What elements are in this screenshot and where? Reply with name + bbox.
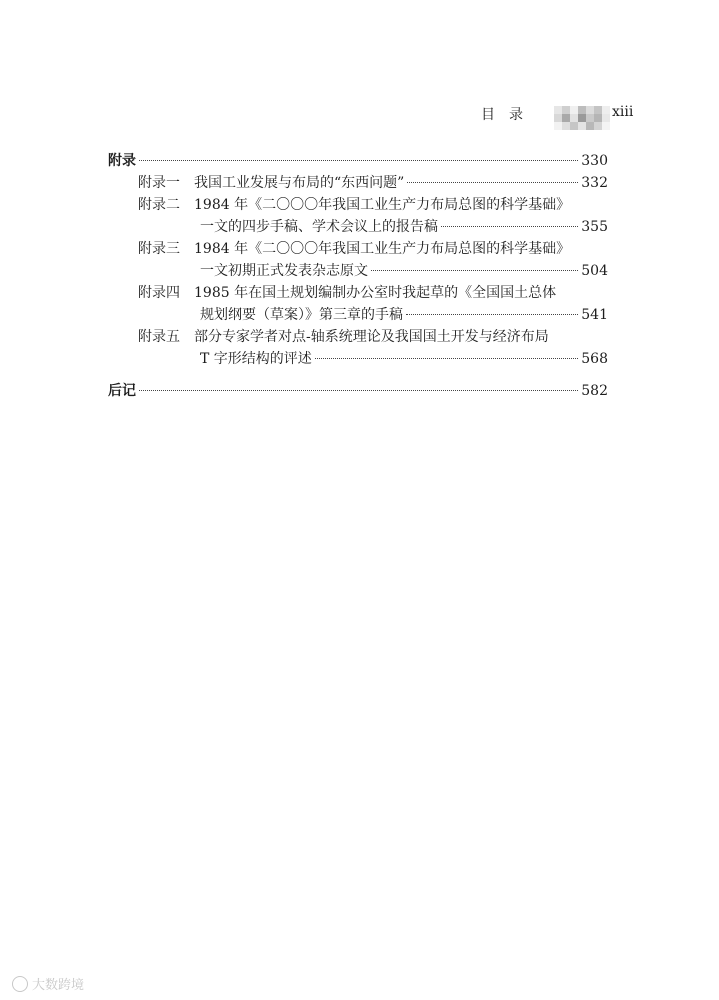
toc-entry-continuation (108, 216, 608, 238)
toc-entry (108, 282, 608, 304)
running-header-title: 目录 (481, 107, 537, 123)
dot-leader (406, 314, 578, 315)
toc-entry-title: 我国工业发展与布局的“东西问题” (194, 175, 405, 191)
watermark-text: 大数跨境 (32, 978, 85, 993)
toc-entry-title-line2: 一文的四步手稿、学术会议上的报告稿 (200, 219, 438, 235)
dot-leader (371, 270, 578, 271)
blurred-mosaic (554, 106, 610, 130)
toc-page-number: 330 (581, 153, 608, 169)
toc-entry-appendix (108, 150, 608, 172)
toc-entry-label: 附录 (108, 153, 136, 169)
toc-entry (108, 326, 608, 348)
dot-leader (407, 182, 578, 183)
toc-entry (108, 238, 608, 260)
toc-entry-continuation (108, 260, 608, 282)
toc-entry-title: 部分专家学者对点-轴系统理论及我国国土开发与经济布局 (194, 329, 549, 345)
toc-page-number: 504 (581, 263, 608, 279)
toc-entry-title: 1984 年《二〇〇〇年我国工业生产力布局总图的科学基础》 (194, 197, 571, 213)
toc-entry-title: 1985 年在国土规划编制办公室时我起草的《全国国土总体 (194, 285, 557, 301)
toc-entry-label: 附录二 (138, 197, 180, 213)
toc-entry-label: 附录三 (138, 241, 180, 257)
dot-leader (139, 160, 578, 161)
toc-entry-title: 1984 年《二〇〇〇年我国工业生产力布局总图的科学基础》 (194, 241, 571, 257)
dot-leader (139, 390, 578, 391)
toc-entry-continuation (108, 304, 608, 326)
running-header (0, 104, 719, 126)
toc-page-number: 541 (581, 307, 608, 323)
toc-entry-continuation (108, 348, 608, 370)
toc-page-number: 355 (581, 219, 608, 235)
toc-page-number: 332 (581, 175, 608, 191)
table-of-contents (108, 150, 608, 402)
toc-entry-label: 附录四 (138, 285, 180, 301)
toc-entry-title-line2: 规划纲要（草案）》第三章的手稿 (200, 307, 403, 323)
watermark-logo-icon (12, 976, 28, 992)
dot-leader (315, 358, 578, 359)
toc-entry-label: 附录一 (138, 175, 180, 191)
toc-page-number: 582 (581, 383, 608, 399)
running-header-page-number: xiii (612, 104, 634, 120)
watermark (12, 974, 84, 993)
dot-leader (441, 226, 578, 227)
toc-entry-label: 附录五 (138, 329, 180, 345)
toc-entry-title-line2: 一文初期正式发表杂志原文 (200, 263, 368, 279)
toc-page-number: 568 (581, 351, 608, 367)
toc-entry (108, 194, 608, 216)
toc-entry (108, 172, 608, 194)
toc-entry-afterword (108, 380, 608, 402)
toc-entry-title-line2: T 字形结构的评述 (200, 351, 312, 367)
toc-entry-label: 后记 (108, 383, 136, 399)
